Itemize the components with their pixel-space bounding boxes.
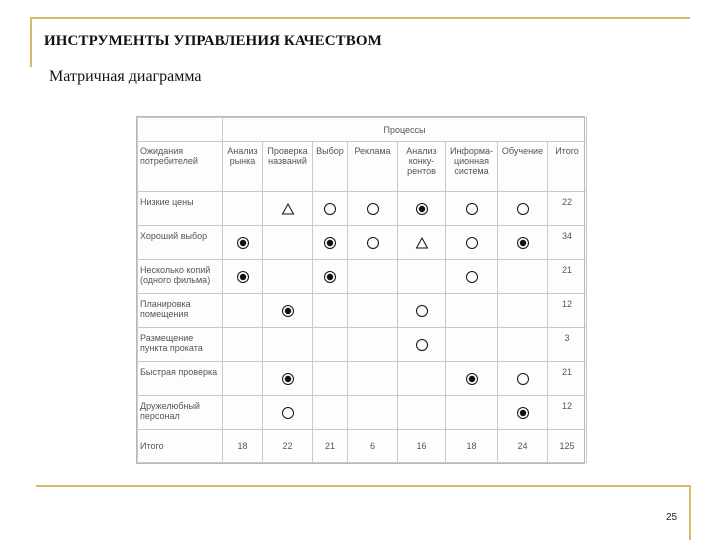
matrix-cell (446, 260, 498, 294)
column-header: Выбор (313, 142, 348, 192)
strong-relation-icon (415, 203, 429, 213)
matrix-cell-empty (313, 328, 348, 362)
matrix-cell (313, 192, 348, 226)
row-total: 22 (548, 192, 587, 226)
medium-relation-icon (366, 237, 380, 247)
matrix-cell-empty (348, 294, 398, 328)
row-label: Хороший выбор (138, 226, 223, 260)
matrix-cell (398, 226, 446, 260)
matrix-cell (398, 192, 446, 226)
matrix-row (138, 328, 587, 362)
row-total: 12 (548, 396, 587, 430)
strong-relation-icon (323, 237, 337, 247)
matrix-row (138, 260, 587, 294)
row-total: 3 (548, 328, 587, 362)
strong-relation-icon (516, 407, 530, 417)
matrix-cell-empty (348, 362, 398, 396)
footer-rule (36, 485, 690, 487)
medium-relation-icon (366, 203, 380, 213)
column-header: Анализ рынка (223, 142, 263, 192)
medium-relation-icon (415, 339, 429, 349)
matrix-row (138, 396, 587, 430)
row-label: Размещение пункта проката (138, 328, 223, 362)
matrix-cell (348, 226, 398, 260)
strong-relation-icon (323, 271, 337, 281)
medium-relation-icon (323, 203, 337, 213)
matrix-cell-empty (223, 362, 263, 396)
weak-relation-icon (415, 237, 429, 247)
weak-relation-icon (281, 203, 295, 213)
column-header: Анализ конку-рентов (398, 142, 446, 192)
row-total: 34 (548, 226, 587, 260)
totals-row (138, 430, 587, 463)
matrix-cell-empty (446, 328, 498, 362)
column-total: 18 (446, 430, 498, 463)
matrix-cell-empty (223, 192, 263, 226)
medium-relation-icon (465, 237, 479, 247)
strong-relation-icon (236, 237, 250, 247)
strong-relation-icon (281, 373, 295, 383)
matrix-cell (446, 226, 498, 260)
matrix-cell (498, 396, 548, 430)
corner-label: Ожидания потребителей (138, 142, 223, 192)
matrix-cell (313, 260, 348, 294)
row-label: Дружелюбный персонал (138, 396, 223, 430)
matrix-cell (446, 362, 498, 396)
page-number: 25 (666, 512, 678, 523)
medium-relation-icon (415, 305, 429, 315)
matrix-cell-empty (313, 396, 348, 430)
matrix-cell (446, 192, 498, 226)
column-total: 6 (348, 430, 398, 463)
matrix-cell-empty (263, 260, 313, 294)
row-total: 12 (548, 294, 587, 328)
matrix-row (138, 362, 587, 396)
matrix-cell-empty (313, 294, 348, 328)
row-label: Планировка помещения (138, 294, 223, 328)
page-title: ИНСТРУМЕНТЫ УПРАВЛЕНИЯ КАЧЕСТВОМ (44, 33, 382, 49)
matrix-cell (498, 362, 548, 396)
matrix-cell (398, 294, 446, 328)
column-header: Обучение (498, 142, 548, 192)
matrix-cell (223, 260, 263, 294)
totals-label: Итого (138, 430, 223, 463)
matrix-cell-empty (398, 260, 446, 294)
column-total: 21 (313, 430, 348, 463)
medium-relation-icon (465, 203, 479, 213)
matrix-cell (313, 226, 348, 260)
matrix-cell-empty (223, 294, 263, 328)
row-total: 21 (548, 260, 587, 294)
matrix-cell-empty (498, 328, 548, 362)
matrix-row (138, 192, 587, 226)
column-header: Проверка названий (263, 142, 313, 192)
matrix-cell-empty (398, 362, 446, 396)
strong-relation-icon (281, 305, 295, 315)
matrix-cell (498, 226, 548, 260)
medium-relation-icon (516, 373, 530, 383)
row-total: 21 (548, 362, 587, 396)
matrix-cell-empty (446, 294, 498, 328)
matrix-cell-empty (446, 396, 498, 430)
matrix-diagram (136, 116, 585, 464)
row-label: Несколько копий (одного фильма) (138, 260, 223, 294)
matrix-cell-empty (348, 328, 398, 362)
column-total: 125 (548, 430, 587, 463)
matrix-cell (398, 328, 446, 362)
matrix-row (138, 226, 587, 260)
matrix-cell-empty (223, 328, 263, 362)
matrix-cell-empty (223, 396, 263, 430)
column-header: Итого (548, 142, 587, 192)
strong-relation-icon (465, 373, 479, 383)
matrix-cell (263, 362, 313, 396)
medium-relation-icon (281, 407, 295, 417)
column-total: 24 (498, 430, 548, 463)
footer-rule-vertical (689, 485, 691, 540)
header-frame-top (30, 17, 690, 19)
medium-relation-icon (465, 271, 479, 281)
matrix-cell (263, 294, 313, 328)
matrix-cell-empty (348, 260, 398, 294)
matrix-cell-empty (498, 294, 548, 328)
matrix-cell-empty (263, 226, 313, 260)
matrix-row (138, 294, 587, 328)
matrix-cell (263, 396, 313, 430)
row-label: Быстрая проверка (138, 362, 223, 396)
strong-relation-icon (516, 237, 530, 247)
column-total: 18 (223, 430, 263, 463)
column-total: 16 (398, 430, 446, 463)
page-subtitle: Матричная диаграмма (49, 68, 202, 85)
column-header: Реклама (348, 142, 398, 192)
matrix-cell-empty (348, 396, 398, 430)
matrix-cell-empty (498, 260, 548, 294)
header-frame-left (30, 17, 32, 67)
strong-relation-icon (236, 271, 250, 281)
matrix-cell (223, 226, 263, 260)
matrix-cell (348, 192, 398, 226)
matrix-cell (263, 192, 313, 226)
column-total: 22 (263, 430, 313, 463)
column-header: Информа-ционная система (446, 142, 498, 192)
matrix-cell (498, 192, 548, 226)
matrix-cell-empty (398, 396, 446, 430)
empty-corner-top (138, 118, 223, 142)
processes-header: Процессы (223, 118, 587, 142)
matrix-table (137, 117, 587, 463)
matrix-cell-empty (263, 328, 313, 362)
matrix-cell-empty (313, 362, 348, 396)
medium-relation-icon (516, 203, 530, 213)
row-label: Низкие цены (138, 192, 223, 226)
